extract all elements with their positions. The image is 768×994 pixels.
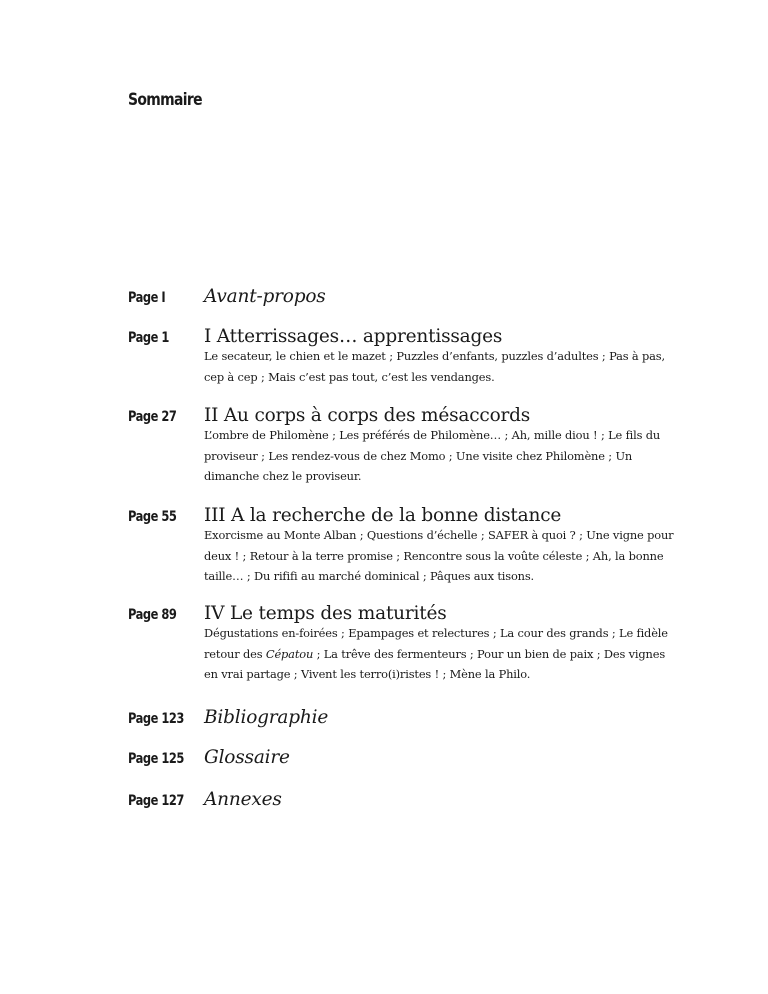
page-number: Page 89 <box>128 607 177 623</box>
sections-text: Dégustations en-foirées ; Epampages et relectures ; La cour des grands ; Le fidèle retour des <box>204 626 668 661</box>
page-number: Page 27 <box>128 409 177 425</box>
page-number: Page 55 <box>128 509 177 525</box>
chapter-sections: Exorcisme au Monte Alban ; Questions d’échelle ; SAFER à quoi ? ; Une vigne pour deux ! ; Retour à la terre promise ; Rencontre sous la voûte céleste ; Ah, la bonne taille… ; Du rififi au marché dominical ; Pâques aux tisons. <box>204 528 674 583</box>
chapter-title: IV Le temps des maturités <box>204 603 447 624</box>
page-number: Page 125 <box>128 751 184 767</box>
page-number: Page 123 <box>128 711 184 727</box>
chapter-title: Annexes <box>204 789 282 810</box>
page-number: Page 127 <box>128 793 184 809</box>
chapter-sections: Le secateur, le chien et le mazet ; Puzzles d’enfants, puzzles d’adultes ; Pas à pas, cep à cep ; Mais c’est pas tout, c’est les vendanges. <box>204 349 665 384</box>
chapter-title: II Au corps à corps des mésaccords <box>204 405 531 426</box>
chapter-sections: L’ombre de Philomène ; Les préférés de Philomène… ; Ah, mille diou ! ; Le fils du proviseur ; Les rendez-vous de chez Momo ; Une visite chez Philomène ; Un dimanche chez le proviseur. <box>204 428 661 483</box>
chapter-title: III A la recherche de la bonne distance <box>204 505 562 526</box>
chapter-title: Glossaire <box>204 747 290 768</box>
page-number: Page I <box>128 290 166 306</box>
chapter-title: Bibliographie <box>204 707 329 728</box>
chapter-sections <box>204 623 674 685</box>
sections-italic-title: Cépatou <box>265 646 314 661</box>
sections-text: ; La trêve des fermenteurs ; Pour un bien de paix ; Des vignes en vrai partage ; Vivent les terro(i)ristes ! ; Mène la Philo. <box>204 646 666 681</box>
chapter-title: I Atterrissages… apprentissages <box>204 326 503 347</box>
page-title: Sommaire <box>128 90 202 110</box>
page-number: Page 1 <box>128 330 169 346</box>
chapter-title: Avant-propos <box>204 286 326 307</box>
